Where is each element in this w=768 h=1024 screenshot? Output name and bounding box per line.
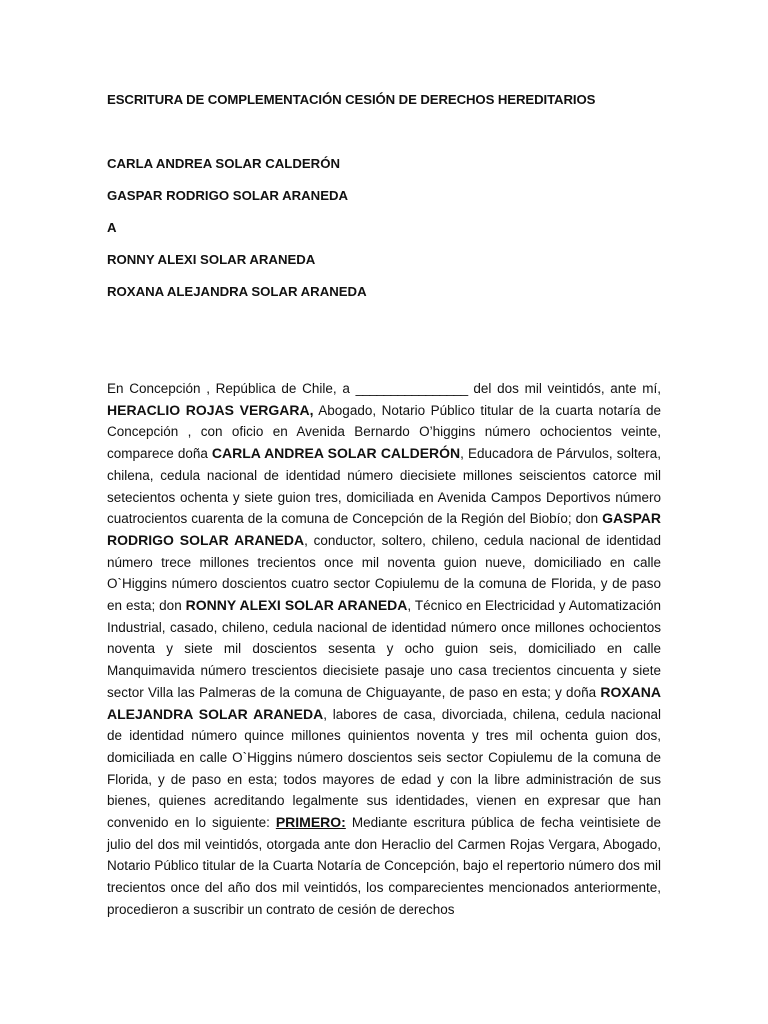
body-text-segment: , Educadora de Párvulos, soltera, chilena, cedula nacional de identidad número diecisiete millones seiscientos catorce mil setecientos ochenta y siete guion tres, domiciliada en Avenida Campos Deportivos número cuatrocientos cuarenta de la comuna de Concepción de la Región del Biobío; don	[107, 446, 661, 527]
party-name-2: GASPAR RODRIGO SOLAR ARANEDA	[107, 188, 349, 203]
body-paragraph	[107, 378, 661, 921]
body-text-segment: , conductor, soltero, chileno, cedula nacional de identidad número trece millones trecientos once mil noventa guion nueve, domiciliado en calle O`Higgins número doscientos cuatro sector Copiulemu de la comuna de Florida, y de paso en esta; don	[107, 532, 661, 614]
party-name-inline: GASPAR RODRIGO SOLAR ARANEDA	[107, 510, 661, 548]
party-name-inline: CARLA ANDREA SOLAR CALDERÓN	[211, 445, 461, 462]
party-name-inline: ROXANA ALEJANDRA SOLAR ARANEDA	[107, 683, 661, 722]
body-text-segment: En Concepción , República de Chile, a	[107, 381, 356, 396]
body-text-segment: , labores de casa, divorciada, chilena, cedula nacional de identidad número quince millones quinientos noventa y tres mil ochenta guion dos, domiciliada en calle O`Higgins número doscientos seis sector Copiulemu de la comuna de Florida, y de paso en esta; todos mayores de edad y con la libre administración de sus bienes, quienes acreditando legalmente sus identidades, vienen en expresar que han convenido en lo siguiente:	[107, 706, 662, 831]
party-name-inline: RONNY ALEXI SOLAR ARANEDA	[185, 597, 408, 614]
date-blank-field: ________________	[355, 381, 468, 396]
party-connector: A	[107, 220, 117, 235]
body-text-segment: , Técnico en Electricidad y Automatización Industrial, casado, chileno, cedula nacional de identidad número once millones ochocientos noventa y siete mil doscientos sesenta y ocho guion seis, domiciliado en calle Manquimavida número trescientos diecisiete pasaje uno casa trecientos cincuenta y siete sector Villa las Palmeras de la comuna de Chiguayante, de paso en esta; y doña	[107, 598, 661, 700]
body-text-segment: Mediante escritura pública de fecha veintisiete de julio del dos mil veintidós, otorgada ante don Heraclio del Carmen Rojas Vergara, Abogado, Notario Público titular de la Cuarta Notaría de Concepción, bajo el repertorio número dos mil trecientos once del año dos mil veintidós, los comparecientes mencionados anteriormente, procedieron a suscribir un contrato de cesión de derechos	[107, 815, 661, 917]
notary-name: HERACLIO ROJAS VERGARA,	[107, 401, 314, 418]
body-text-segment: del dos mil veintidós, ante mí,	[467, 381, 661, 396]
party-name-1: CARLA ANDREA SOLAR CALDERÓN	[107, 156, 340, 171]
body-text-segment: Abogado, Notario Público titular de la cuarta notaría de Concepción , con oficio en Avenida Bernardo O’higgins número ochocientos veinte, comparece doña	[107, 402, 661, 462]
party-name-3: RONNY ALEXI SOLAR ARANEDA	[107, 252, 316, 267]
document-title: ESCRITURA DE COMPLEMENTACIÓN CESIÓN DE DERECHOS HEREDITARIOS	[107, 92, 596, 107]
clause-heading-primero: PRIMERO:	[275, 814, 346, 831]
party-name-4: ROXANA ALEJANDRA SOLAR ARANEDA	[107, 284, 367, 299]
